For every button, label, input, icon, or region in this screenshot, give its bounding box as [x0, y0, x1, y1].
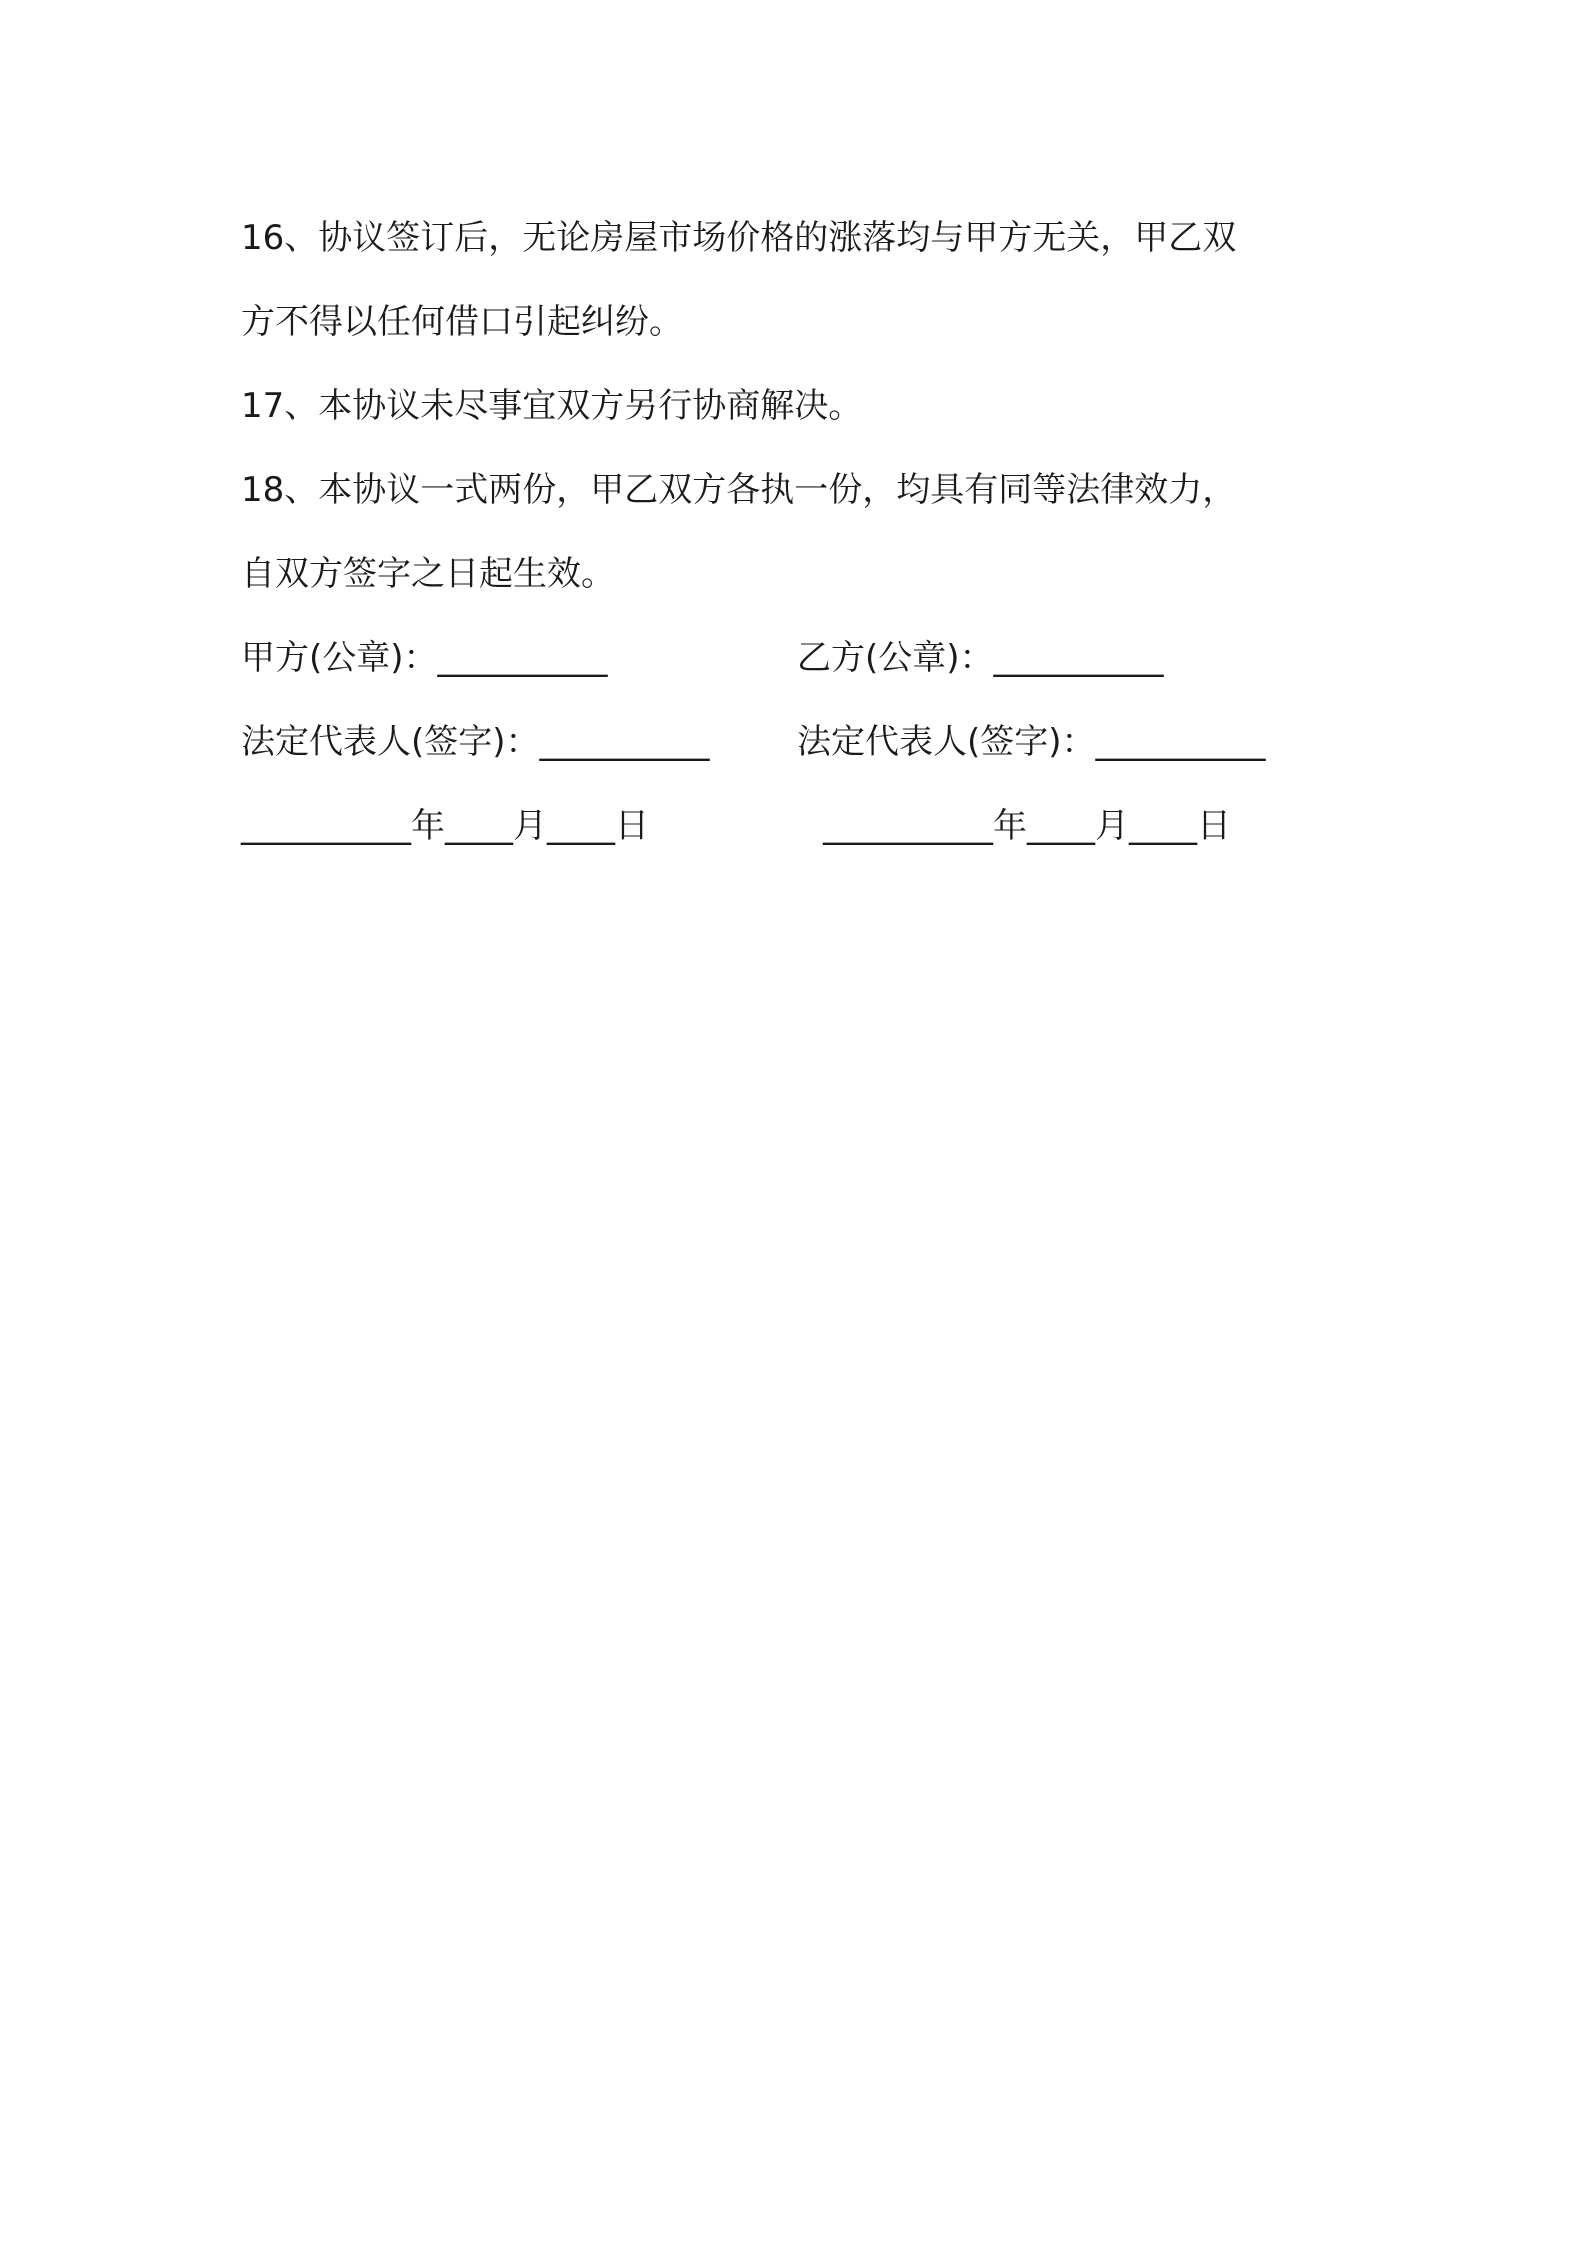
clause-16-line-1: 16、协议签订后，无论房屋市场价格的涨落均与甲方无关，甲乙双	[241, 218, 1237, 258]
clause-18-line-2: 自双方签字之日起生效。	[241, 554, 615, 594]
party-a-date-field: __________年____月____日	[241, 806, 649, 846]
representative-row	[241, 700, 1361, 784]
seal-row	[241, 616, 1361, 700]
party-b-seal-field: 乙方(公章)：__________	[797, 638, 1164, 678]
clause-17: 17、本协议未尽事宜双方另行协商解决。	[241, 386, 863, 426]
party-a-representative-field: 法定代表人(签字)：__________	[241, 722, 710, 762]
document-body	[241, 196, 1361, 868]
date-row	[241, 784, 1361, 868]
clause-16-line-2: 方不得以任何借口引起纠纷。	[241, 302, 683, 342]
party-a-seal-field: 甲方(公章)：__________	[241, 638, 608, 678]
party-b-date-field: __________年____月____日	[823, 806, 1231, 846]
clause-18-line-1: 18、本协议一式两份，甲乙双方各执一份，均具有同等法律效力，	[241, 470, 1237, 510]
party-b-representative-field: 法定代表人(签字)：__________	[797, 722, 1266, 762]
